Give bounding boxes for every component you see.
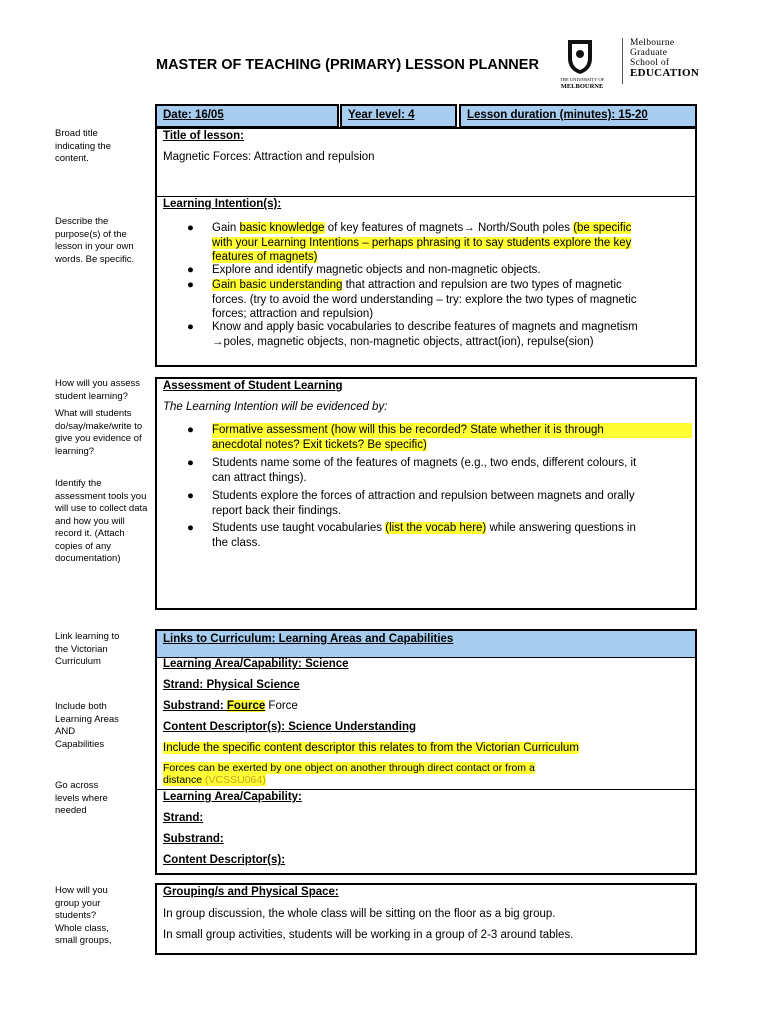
sidenote-capabilities: Include both Learning Areas AND Capabilities — [55, 701, 119, 750]
assessment-item-3: ● Students explore the forces of attraction and repulsion between magnets and orally report back their findings. — [187, 490, 635, 517]
bullet-icon: ● — [187, 279, 194, 291]
university-logo — [552, 38, 612, 90]
grouping-line-2: In small group activities, students will be working in a group of 2-3 around tables. — [163, 929, 574, 941]
assessment-item-2: ● Students name some of the features of magnets (e.g., two ends, different colours, it can attract things). — [187, 457, 637, 484]
mgse-line-3: School of — [630, 58, 670, 68]
grouping-box — [155, 883, 697, 955]
assessment-box — [155, 377, 697, 610]
grouping-label: Grouping/s and Physical Space: — [163, 886, 339, 898]
intention-item-1: ● Gain basic knowledge of key features of magnets→ North/South poles (be specific with your Learning Intentions – perhaps phrasing it to say students explore the key features of magnets) — [187, 222, 632, 263]
strand-physical: Strand: Physical Science — [163, 679, 300, 691]
bullet-icon: ● — [187, 490, 194, 502]
sidenote-evidence: What will students do/say/make/write to give you evidence of learning? — [55, 408, 143, 457]
crest-icon — [552, 38, 612, 90]
evidenced-label: The Learning Intention will be evidenced by: — [163, 401, 388, 413]
bullet-icon: ● — [187, 264, 194, 276]
learning-intentions-label: Learning Intention(s): — [163, 198, 282, 210]
bullet-icon: ● — [187, 457, 194, 469]
mgse-line-1: Melbourne — [630, 38, 675, 48]
sidenote-curriculum: Link learning to the Victorian Curriculum — [55, 631, 120, 667]
grouping-line-1: In group discussion, the whole class will be sitting on the floor as a big group. — [163, 908, 556, 920]
sidenote-tools: Identify the assessment tools you will use to collect data and how you will record it. (Attach copies of any documentation) — [55, 478, 148, 564]
bullet-icon: ● — [187, 321, 194, 333]
year-cell — [340, 104, 457, 128]
logo-divider — [622, 38, 623, 84]
strand-2: Strand: — [163, 812, 204, 824]
lesson-title-value: Magnetic Forces: Attraction and repulsion — [163, 151, 375, 163]
section-divider — [157, 196, 695, 197]
year-label: Year level: 4 — [348, 109, 415, 121]
forces-descriptor: Forces can be exerted by one object on another through direct contact or from a distance (VCSSU064) — [163, 762, 535, 786]
curriculum-box — [155, 629, 697, 875]
include-descriptor-note: Include the specific content descriptor this relates to from the Victorian Curriculum — [163, 742, 579, 754]
bullet-icon: ● — [187, 222, 194, 234]
substrand-2: Substrand: — [163, 833, 224, 845]
logo-university-name: MELBOURNE — [560, 83, 604, 90]
intention-item-4: ● Know and apply basic vocabularies to describe features of magnets and magnetism →poles, magnetic objects, non-magnetic objects, attract(ion), repulse(sion) — [187, 321, 638, 348]
logo-university-small: THE UNIVERSITY OF — [559, 77, 605, 82]
sidenote-title: Broad title indicating the content. — [55, 128, 111, 164]
assessment-item-4: ● Students use taught vocabularies (list the vocab here) while answering questions in the class. — [187, 522, 636, 549]
assessment-label: Assessment of Student Learning — [163, 380, 343, 392]
mgse-line-2: Graduate — [630, 48, 668, 58]
date-cell — [155, 104, 339, 128]
mgse-line-4: EDUCATION — [630, 67, 700, 79]
date-label: Date: 16/05 — [163, 109, 224, 121]
sidenote-grouping: How will you group your students? Whole class, small groups, — [55, 885, 112, 946]
substrand-force: Substrand: Fource Force — [163, 700, 298, 712]
content-descriptor: Content Descriptor(s): Science Understanding — [163, 721, 417, 733]
sidenote-assess: How will you assess student learning? — [55, 378, 140, 402]
page-title: MASTER OF TEACHING (PRIMARY) LESSON PLANNER — [156, 57, 539, 73]
bullet-icon: ● — [187, 424, 194, 436]
lesson-box — [155, 127, 697, 367]
sidenote-levels: Go across levels where needed — [55, 780, 108, 816]
content-descriptor-2: Content Descriptor(s): — [163, 854, 286, 866]
curriculum-header — [157, 631, 695, 658]
learning-area-science: Learning Area/Capability: Science — [163, 658, 349, 670]
intention-item-2: ● Explore and identify magnetic objects and non-magnetic objects. — [187, 264, 541, 276]
sidenote-purpose: Describe the purpose(s) of the lesson in your own words. Be specific. — [55, 216, 135, 265]
curriculum-divider — [157, 789, 695, 790]
assessment-item-1: ● Formative assessment (how will this be recorded? State whether it is through anecdotal notes? Exit tickets? Be specific) — [187, 423, 692, 455]
curriculum-header-label: Links to Curriculum: Learning Areas and Capabilities — [163, 633, 454, 645]
intention-item-3: ● Gain basic understanding that attraction and repulsion are two types of magnetic forces. (try to avoid the word understanding – try: explore the two types of magnetic forces; attraction and repulsion) — [187, 279, 637, 320]
duration-label: Lesson duration (minutes): 15-20 — [467, 109, 648, 121]
lesson-title-label: Title of lesson: — [163, 130, 244, 142]
bullet-icon: ● — [187, 522, 194, 534]
mgse-logo — [630, 38, 699, 78]
duration-cell — [459, 104, 697, 128]
learning-area-2: Learning Area/Capability: — [163, 791, 302, 803]
